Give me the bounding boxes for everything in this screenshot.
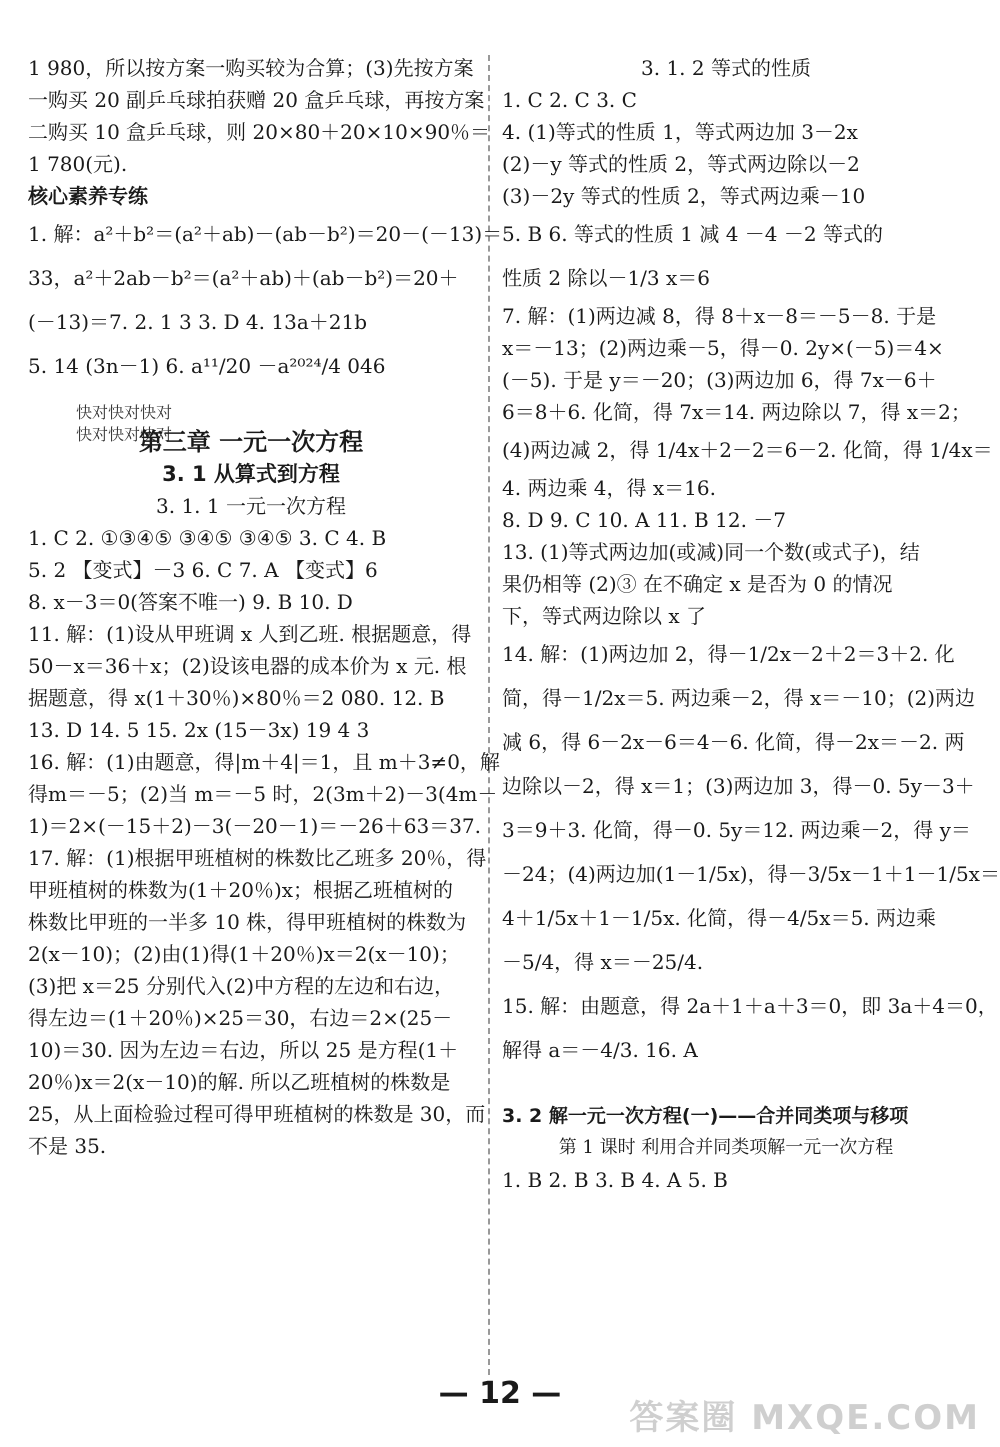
text-line: 不是 35.: [28, 1134, 107, 1158]
text-line: (2)－y 等式的性质 2，等式两边除以－2: [502, 152, 860, 176]
text-line: (3)把 x＝25 分别代入(2)中方程的左边和右边，: [28, 974, 455, 998]
text-line: 16. 解：(1)由题意，得|m＋4|＝1，且 m＋3≠0，解: [28, 750, 500, 774]
stamp-text: 快对快对快对: [76, 425, 173, 444]
text-line: 13. (1)等式两边加(或减)同一个数(或式子)，结: [502, 540, 920, 564]
stamp-text: 快对快对快对: [76, 403, 173, 422]
text-line: 7. 解：(1)两边减 8，得 8＋x－8＝－5－8. 于是: [502, 304, 937, 328]
text-line: 1 780(元).: [28, 152, 128, 176]
text-line: 4＋1/5x＋1－1/5x. 化简，得－4/5x＝5. 两边乘: [502, 906, 937, 930]
text-line: 8. x－3＝0(答案不唯一) 9. B 10. D: [28, 590, 353, 614]
section-title: 3. 1 从算式到方程: [162, 462, 340, 486]
text-line: 4. (1)等式的性质 1，等式两边加 3－2x: [502, 120, 858, 144]
right-column: [502, 52, 1000, 1196]
text-line: 二购买 10 盒乒乓球，则 20×80＋20×10×90％＝: [28, 120, 491, 144]
text-line: 5. 2 【变式】－3 6. C 7. A 【变式】6: [28, 558, 378, 582]
page-number: — 12 —: [438, 1376, 562, 1411]
text-line: 1. B 2. B 3. B 4. A 5. B: [502, 1168, 728, 1192]
text-line: 5. B 6. 等式的性质 1 减 4 －4 －2 等式的: [502, 222, 883, 246]
text-line: 株数比甲班的一半多 10 株，得甲班植树的株数为: [28, 910, 467, 934]
text-line: 15. 解：由题意，得 2a＋1＋a＋3＝0，即 3a＋4＝0，: [502, 994, 998, 1018]
text-line: 减 6，得 6－2x－6＝4－6. 化简，得－2x＝－2. 两: [502, 730, 965, 754]
text-line: 14. 解：(1)两边加 2，得－1/2x－2＋2＝3＋2. 化: [502, 642, 955, 666]
text-line: 3＝9＋3. 化简，得－0. 5y＝12. 两边乘－2，得 y＝: [502, 818, 971, 842]
text-line: 4. 两边乘 4，得 x＝16.: [502, 476, 716, 500]
text-line: 50－x＝36＋x；(2)设该电器的成本价为 x 元. 根: [28, 654, 467, 678]
text-line: (－13)＝7. 2. 1 3 3. D 4. 13a＋21b: [28, 310, 367, 334]
text-line: 性质 2 除以－1/3 x＝6: [502, 266, 710, 290]
text-line: 1 980，所以按方案一购买较为合算；(3)先按方案: [28, 56, 474, 80]
text-line: 1)＝2×(－15＋2)－3(－20－1)＝－26＋63＝37.: [28, 814, 481, 838]
text-line: 甲班植树的株数为(1＋20％)x；根据乙班植树的: [28, 878, 454, 902]
text-line: 5. 14 (3n－1) 6. a¹¹/20 －a²⁰²⁴/4 046: [28, 354, 386, 378]
watermark: 答案圈 MXQE.COM: [629, 1398, 980, 1438]
text-line: (4)两边减 2，得 1/4x＋2－2＝6－2. 化简，得 1/4x＝: [502, 438, 993, 462]
heading-core: 核心素养专练: [28, 184, 148, 208]
text-line: 25，从上面检验过程可得甲班植树的株数是 30，而: [28, 1102, 486, 1126]
text-line: 2(x－10)；(2)由(1)得(1＋20％)x＝2(x－10)；: [28, 942, 460, 966]
text-line: 1. C 2. C 3. C: [502, 88, 637, 112]
text-line: (3)－2y 等式的性质 2，等式两边乘－10: [502, 184, 866, 208]
text-line: (－5). 于是 y＝－20；(3)两边加 6，得 7x－6＋: [502, 368, 937, 392]
subsection-title: 3. 1. 2 等式的性质: [641, 56, 811, 80]
text-line: 一购买 20 副乒乓球拍获赠 20 盒乒乓球，再按方案: [28, 88, 485, 112]
text-line: 20％)x＝2(x－10)的解. 所以乙班植树的株数是: [28, 1070, 451, 1094]
chapter-title: 第三章 一元一次方程: [138, 428, 364, 456]
text-line: 简，得－1/2x＝5. 两边乘－2，得 x＝－10；(2)两边: [502, 686, 976, 710]
text-line: 果仍相等 (2)③ 在不确定 x 是否为 0 的情况: [502, 572, 893, 596]
text-line: 据题意，得 x(1＋30％)×80％＝2 080. 12. B: [28, 686, 445, 710]
text-line: －5/4，得 x＝－25/4.: [502, 950, 704, 974]
text-line: 10)＝30. 因为左边＝右边，所以 25 是方程(1＋: [28, 1038, 459, 1062]
text-line: 得左边＝(1＋20％)×25＝30，右边＝2×(25－: [28, 1006, 453, 1030]
text-line: －24；(4)两边加(1－1/5x)，得－3/5x－1＋1－1/5x＝: [502, 862, 1000, 886]
text-line: 1. C 2. ①③④⑤ ③④⑤ ③④⑤ 3. C 4. B: [28, 526, 387, 550]
text-line: 边除以－2，得 x＝1；(3)两边加 3，得－0. 5y－3＋: [502, 774, 975, 798]
subsection-title: 3. 1. 1 一元一次方程: [156, 494, 346, 518]
text-line: 得m＝－5；(2)当 m＝－5 时，2(3m＋2)－3(4m－: [28, 782, 498, 806]
text-line: x＝－13；(2)两边乘－5，得－0. 2y×(－5)＝4×: [502, 336, 944, 360]
text-line: 33，a²＋2ab－b²＝(a²＋ab)＋(ab－b²)＝20＋: [28, 266, 459, 290]
text-line: 6＝8＋6. 化简，得 7x＝14. 两边除以 7，得 x＝2；: [502, 400, 971, 424]
text-line: 13. D 14. 5 15. 2x (15－3x) 19 4 3: [28, 718, 370, 742]
text-line: 11. 解：(1)设从甲班调 x 人到乙班. 根据题意，得: [28, 622, 472, 646]
section-title: 3. 2 解一元一次方程(一)——合并同类项与移项: [502, 1105, 909, 1127]
text-line: 解得 a＝－4/3. 16. A: [502, 1038, 698, 1062]
left-column: [28, 52, 503, 1162]
lesson-title: 第 1 课时 利用合并同类项解一元一次方程: [558, 1137, 894, 1158]
text-line: 下，等式两边除以 x 了: [502, 604, 706, 628]
text-line: 8. D 9. C 10. A 11. B 12. －7: [502, 508, 787, 532]
text-line: 17. 解：(1)根据甲班植树的株数比乙班多 20％，得: [28, 846, 487, 870]
column-divider: [488, 55, 490, 1375]
text-line: 1. 解：a²＋b²＝(a²＋ab)－(ab－b²)＝20－(－13)＝: [28, 222, 503, 246]
